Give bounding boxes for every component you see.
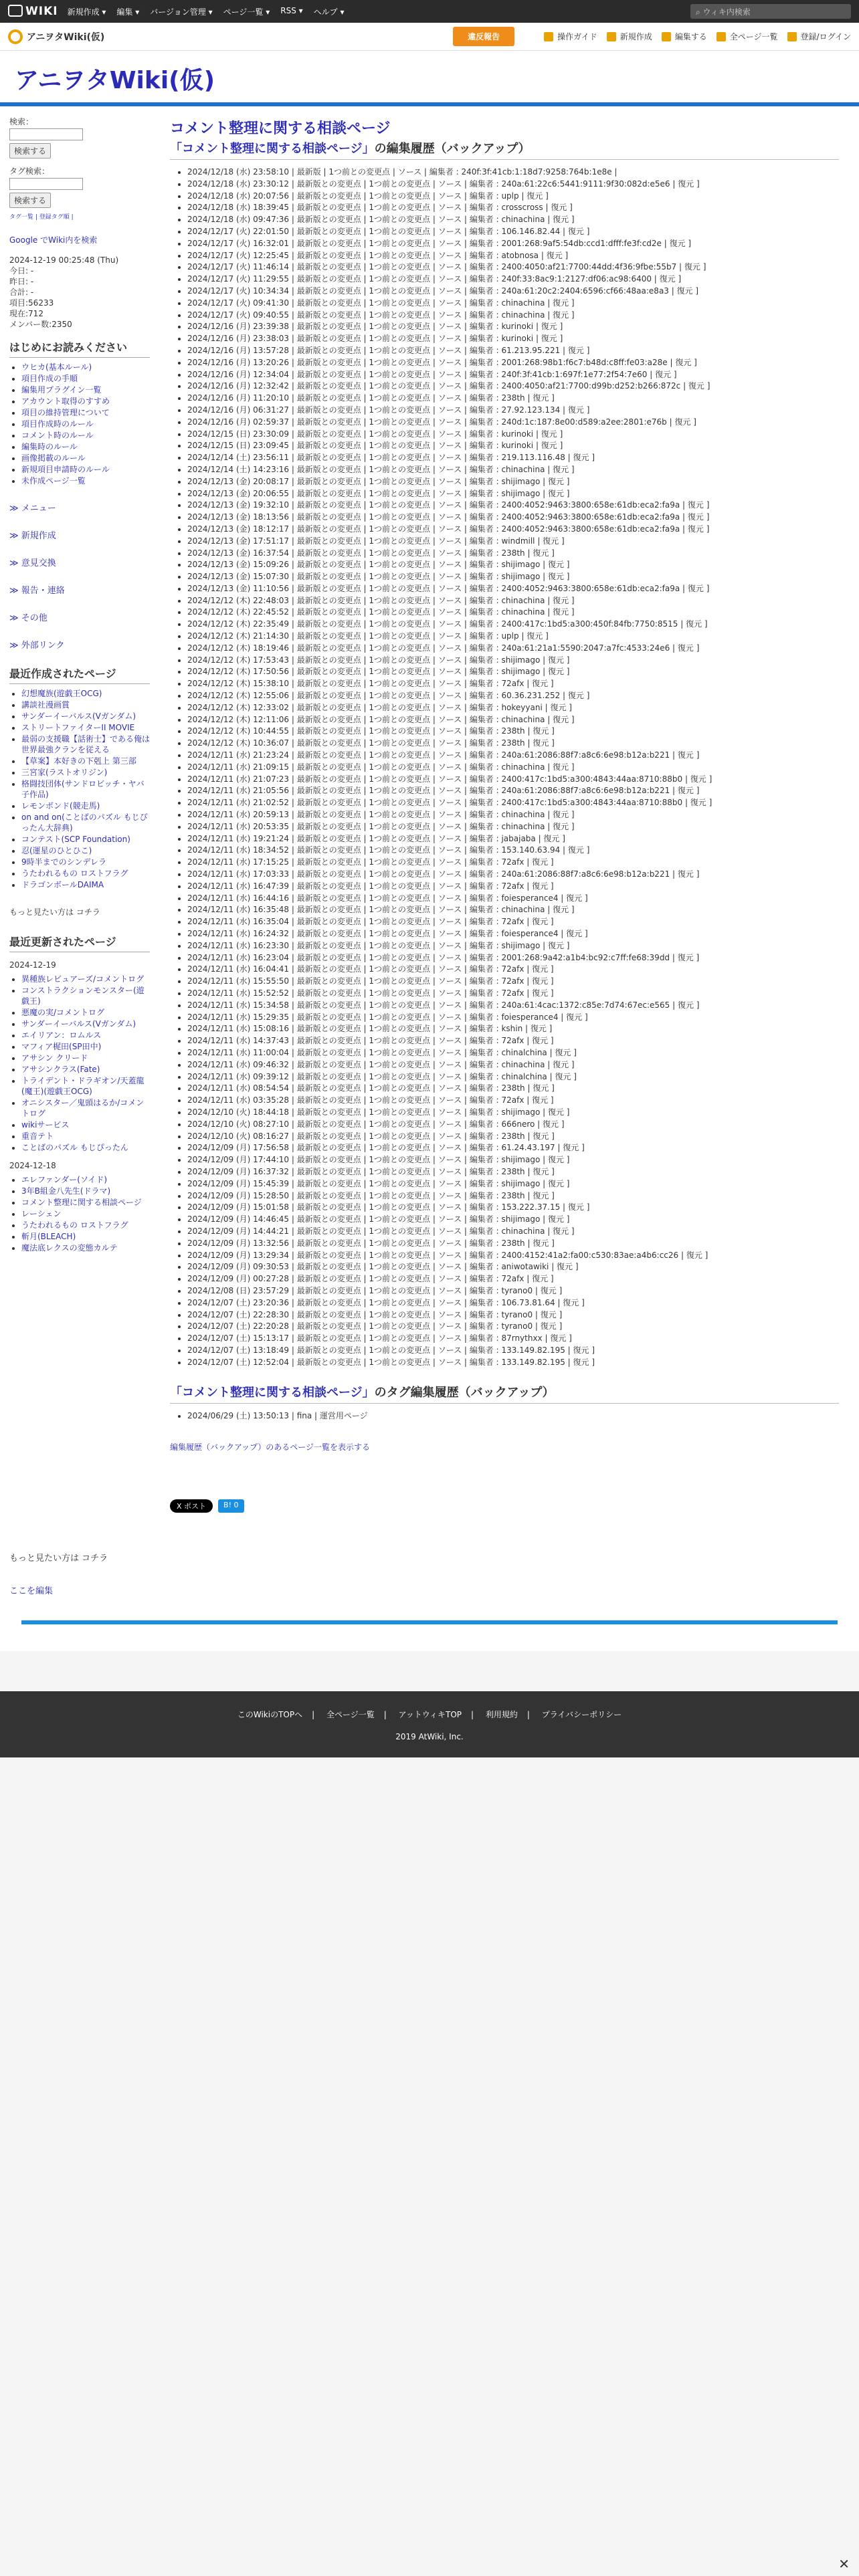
document-icon — [717, 32, 726, 41]
wiki-brand[interactable] — [8, 29, 104, 44]
list-item — [21, 1075, 150, 1097]
sidebar-search-input[interactable] — [9, 128, 83, 140]
history-row[interactable]: • 2024/12/11 (水) 19:21:24 | 最新版との変更点 | 1つ前との変更点 | ソース | 編集者 : jabajaba | 復元 ] — [187, 833, 839, 845]
history-row[interactable]: • 2024/12/13 (金) 19:32:10 | 最新版との変更点 | 1つ前との変更点 | ソース | 編集者 : 2400:4052:9463:3800:658e:61db:eca2:fa9a | 復元 ] — [187, 500, 839, 512]
list-item — [21, 1131, 150, 1142]
section-opinion[interactable]: ≫ 意見交換 — [9, 558, 56, 568]
history-row[interactable]: • 2024/12/09 (月) 00:27:28 | 最新版との変更点 | 1つ前との変更点 | ソース | 編集者 : 72afx | 復元 ] — [187, 1273, 839, 1285]
history-row[interactable]: • 2024/12/12 (木) 17:53:43 | 最新版との変更点 | 1つ前との変更点 | ソース | 編集者 : shijimago | 復元 ] — [187, 655, 839, 667]
intro-link[interactable]: 新規項目申請時のルール — [21, 465, 110, 474]
history-row[interactable]: • 2024/12/13 (金) 15:09:26 | 最新版との変更点 | 1つ前との変更点 | ソース | 編集者 : shijimago | 復元 ] — [187, 559, 839, 571]
list-item — [21, 1041, 150, 1052]
google-search-link[interactable]: Google でWiki内を検索 — [9, 235, 98, 245]
history-row[interactable]: • 2024/12/13 (金) 20:08:17 | 最新版との変更点 | 1つ前との変更点 | ソース | 編集者 : shijimago | 復元 ] — [187, 476, 839, 488]
page-link[interactable]: wikiサービス — [21, 1120, 70, 1130]
history-row[interactable]: • 2024/12/17 (火) 11:46:14 | 最新版との変更点 | 1つ前との変更点 | ソース | 編集者 : 2400:4050:af21:7700:44dd:4f36:9fbe:55b7 | 復元 ] — [187, 261, 839, 274]
page-link[interactable]: レモンボンド(競走馬) — [21, 801, 100, 811]
list-item — [21, 1119, 150, 1130]
page-link[interactable]: コメント整理に関する相談ページ — [21, 1198, 142, 1207]
history-row[interactable]: • 2024/12/12 (木) 22:45:52 | 最新版との変更点 | 1つ前との変更点 | ソース | 編集者 : chinachina | 復元 ] — [187, 607, 839, 619]
history-row[interactable]: • 2024/12/11 (水) 16:47:39 | 最新版との変更点 | 1つ前との変更点 | ソース | 編集者 : 72afx | 復元 ] — [187, 881, 839, 893]
history-row[interactable]: • 2024/12/17 (火) 16:32:01 | 最新版との変更点 | 1つ前との変更点 | ソース | 編集者 : 2001:268:9af5:54db:ccd1:dfff:fe3f:cd2e | 復元 ] — [187, 238, 839, 250]
history-row[interactable]: • 2024/12/11 (水) 16:23:04 | 最新版との変更点 | 1つ前との変更点 | ソース | 編集者 : 2001:268:9a42:a1b4:bc92:c7ff:fe68:39dd | 復元 ] — [187, 952, 839, 964]
history-row[interactable]: • 2024/12/10 (火) 08:16:27 | 最新版との変更点 | 1つ前との変更点 | ソース | 編集者 : 238th | 復元 ] — [187, 1131, 839, 1143]
history-row[interactable]: • 2024/12/07 (土) 15:13:17 | 最新版との変更点 | 1つ前との変更点 | ソース | 編集者 : 87rnythxx | 復元 ] — [187, 1333, 839, 1345]
tag-history-heading — [170, 1383, 839, 1404]
intro-link[interactable]: 未作成ページ一覧 — [21, 476, 86, 486]
history-row[interactable]: • 2024/12/11 (水) 15:08:16 | 最新版との変更点 | 1つ前との変更点 | ソース | 編集者 : kshin | 復元 ] — [187, 1023, 839, 1035]
main-wrap — [0, 106, 859, 1529]
menu-rss[interactable]: RSS ▾ — [280, 5, 303, 15]
history-row[interactable]: • 2024/12/10 (火) 08:27:10 | 最新版との変更点 | 1つ前との変更点 | ソース | 編集者 : 666nero | 復元 ] — [187, 1119, 839, 1131]
history-row[interactable]: • 2024/12/08 (日) 23:57:29 | 最新版との変更点 | 1つ前との変更点 | ソース | 編集者 : tyrano0 | 復元 ] — [187, 1285, 839, 1297]
search-placeholder: ウィキ内検索 — [702, 7, 751, 17]
hatena-bookmark-button[interactable]: B! 0 — [218, 1499, 244, 1513]
list-item — [21, 1208, 150, 1219]
page-link[interactable]: エレファンダー(ソイド) — [21, 1175, 108, 1184]
plus-icon — [607, 32, 616, 41]
page-link[interactable]: 最弱の支援職【話術士】である俺は世界最強クランを従える — [21, 734, 151, 754]
history-row[interactable]: • 2024/12/11 (水) 20:59:13 | 最新版との変更点 | 1つ前との変更点 | ソース | 編集者 : chinachina | 復元 ] — [187, 809, 839, 821]
history-row[interactable]: • 2024/12/11 (水) 21:23:24 | 最新版との変更点 | 1つ前との変更点 | ソース | 編集者 : 240a:61:2086:88f7:a8c6:6e98:b12a:b221 | 復元 ] — [187, 750, 839, 762]
history-row[interactable]: • 2024/12/12 (木) 10:44:55 | 最新版との変更点 | 1つ前との変更点 | ソース | 編集者 : 238th | 復元 ] — [187, 726, 839, 738]
footer-link-terms[interactable]: 利用規約 — [485, 1710, 518, 1720]
list-item — [21, 407, 150, 418]
stat-members: メンバー数:2350 — [9, 320, 72, 329]
updated-list-1 — [9, 974, 150, 1153]
tag-label: タグ検索： — [9, 167, 50, 176]
intro-link[interactable]: 項目作成の手順 — [21, 374, 78, 383]
history-row[interactable]: • 2024/12/12 (木) 10:36:07 | 最新版との変更点 | 1つ前との変更点 | ソース | 編集者 : 238th | 復元 ] — [187, 738, 839, 750]
recent-updated-heading: 最近更新されたページ — [9, 934, 150, 952]
updated-list-2 — [9, 1174, 150, 1253]
global-topbar — [0, 0, 859, 23]
site-title-link[interactable]: アニヲタWiki(仮) — [15, 67, 215, 94]
history-row[interactable]: • 2024/12/15 (日) 23:30:09 | 最新版との変更点 | 1つ前との変更点 | ソース | 編集者 : kurinoki | 復元 ] — [187, 429, 839, 441]
page-link[interactable]: 忍(運星のひとひこ) — [21, 846, 92, 855]
history-row[interactable]: • 2024/12/07 (土) 12:52:04 | 最新版との変更点 | 1つ前との変更点 | ソース | 編集者 : 133.149.82.195 | 復元 ] — [187, 1357, 839, 1369]
share-bar — [170, 1499, 839, 1513]
history-row[interactable]: • 2024/12/17 (火) 10:34:34 | 最新版との変更点 | 1つ前との変更点 | ソース | 編集者 : 240a:61:20c2:2404:6596:cf66:48aa:e8a3 | 復元 ] — [187, 286, 839, 298]
list-item — [21, 441, 150, 452]
menu-pages[interactable]: ページ一覧 ▾ — [223, 7, 270, 17]
history-row[interactable]: • 2024/12/09 (月) 14:44:21 | 最新版との変更点 | 1つ前との変更点 | ソース | 編集者 : chinachina | 復元 ] — [187, 1226, 839, 1238]
page-link[interactable]: 悪魔の実/コメントログ — [21, 1008, 105, 1017]
sidebar — [9, 106, 150, 1529]
intro-list — [9, 362, 150, 486]
list-item — [21, 722, 150, 733]
history-row[interactable]: • 2024/12/12 (木) 18:19:46 | 最新版との変更点 | 1つ前との変更点 | ソース | 編集者 : 240a:61:21a1:5590:2047:a7fc:4533:24e6 | 復元 ] — [187, 643, 839, 655]
date-header: 2024-12-19 — [9, 960, 56, 970]
history-row[interactable]: • 2024/12/11 (水) 09:46:32 | 最新版との変更点 | 1つ前との変更点 | ソース | 編集者 : chinachina | 復元 ] — [187, 1059, 839, 1071]
page-link[interactable]: 三宮家(ラストオリジン) — [21, 768, 108, 777]
list-item — [21, 800, 150, 811]
history-row[interactable]: • 2024/12/11 (水) 21:09:15 | 最新版との変更点 | 1つ前との変更点 | ソース | 編集者 : chinachina | 復元 ] — [187, 762, 839, 774]
history-row[interactable]: • 2024/12/12 (木) 15:38:10 | 最新版との変更点 | 1つ前との変更点 | ソース | 編集者 : 72afx | 復元 ] — [187, 678, 839, 690]
page-link[interactable]: アサシンクラス(Fate) — [21, 1065, 100, 1074]
history-heading-link[interactable]: 「コメント整理に関する相談ページ」 — [170, 142, 375, 156]
logo-text: WIKI — [25, 5, 58, 18]
recent-created-heading: 最近作成されたページ — [9, 665, 150, 684]
list-item — [21, 868, 150, 879]
history-row[interactable]: • 2024/12/09 (月) 17:44:10 | 最新版との変更点 | 1つ前との変更点 | ソース | 編集者 : shijimago | 復元 ] — [187, 1154, 839, 1166]
wiki-logo-icon — [8, 29, 23, 44]
section-other[interactable]: ≫ その他 — [9, 613, 47, 623]
history-row[interactable]: • 2024/12/13 (金) 20:06:55 | 最新版との変更点 | 1つ前との変更点 | ソース | 編集者 : shijimago | 復元 ] — [187, 488, 839, 500]
history-row[interactable]: • 2024/12/13 (金) 16:37:54 | 最新版との変更点 | 1つ前との変更点 | ソース | 編集者 : 238th | 復元 ] — [187, 548, 839, 560]
list-item — [21, 453, 150, 463]
page-link[interactable]: 異種族レビュアーズ/コメントログ — [21, 974, 145, 984]
list-item — [21, 1220, 150, 1230]
page-link[interactable]: 格闘技団体(サンドロビッチ・ヤバ子作品) — [21, 779, 145, 799]
footer-link-privacy[interactable]: プライバシーポリシー — [541, 1710, 622, 1720]
menu-new[interactable]: 新規作成 ▾ — [67, 7, 106, 17]
edit-here-link[interactable]: ここを編集 — [9, 1586, 54, 1597]
footer: このWikiのTOPへ | 全ページ一覧 | アットウィキTOP | 利用規約 | プライバシーポリシー 2019 AtWiki, Inc. — [0, 1691, 859, 1757]
menu-edit[interactable]: 編集 ▾ — [116, 7, 140, 17]
login-label: 登録/ログイン — [800, 32, 851, 41]
intro-link[interactable]: ウヒカ(基本ルール) — [21, 362, 92, 372]
history-row[interactable]: • 2024/12/18 (水) 09:47:36 | 最新版との変更点 | 1つ前との変更点 | ソース | 編集者 : chinachina | 復元 ] — [187, 214, 839, 226]
tag-list-link[interactable]: タグ一覧 | 登録タグ順 | — [9, 214, 74, 221]
list-item — [21, 1064, 150, 1075]
page-link[interactable]: 3年B組金八先生(ドラマ) — [21, 1186, 111, 1196]
recent-created-list — [9, 688, 150, 890]
intro-link[interactable]: コメント時のルール — [21, 431, 94, 440]
list-item — [21, 812, 150, 833]
login-link[interactable] — [787, 31, 851, 42]
history-row[interactable]: • 2024/12/13 (金) 18:12:17 | 最新版との変更点 | 1つ前との変更点 | ソース | 編集者 : 2400:4052:9463:3800:658e:61db:eca2:fa9a | 復元 ] — [187, 524, 839, 536]
guide-icon — [544, 32, 553, 41]
history-row[interactable]: • 2024/12/07 (土) 23:20:36 | 最新版との変更点 | 1つ前との変更点 | ソース | 編集者 : 106.73.81.64 | 復元 ] — [187, 1297, 839, 1309]
create-label: 新規作成 — [619, 32, 652, 41]
wiki-name: アニヲタWiki(仮) — [27, 31, 105, 43]
history-row[interactable]: • 2024/12/09 (月) 09:30:53 | 最新版との変更点 | 1つ前との変更点 | ソース | 編集者 : aniwotawiki | 復元 ] — [187, 1261, 839, 1273]
history-row[interactable]: • 2024/12/11 (水) 15:52:52 | 最新版との変更点 | 1つ前との変更点 | ソース | 編集者 : 72afx | 復元 ] — [187, 988, 839, 1000]
history-row[interactable]: • 2024/12/17 (火) 09:41:30 | 最新版との変更点 | 1つ前との変更点 | ソース | 編集者 : chinachina | 復元 ] — [187, 298, 839, 310]
stat-items: 項目:56233 — [9, 298, 54, 308]
history-row[interactable]: • 2024/12/09 (月) 13:29:34 | 最新版との変更点 | 1つ前との変更点 | ソース | 編集者 : 2400:4152:41a2:fa00:c530:83ae:a4b6:cc26 | 復元 ] — [187, 1250, 839, 1262]
footer-link-pages[interactable]: 全ページ一覧 — [326, 1710, 375, 1720]
list-item — [21, 688, 150, 699]
history-row[interactable]: • 2024/12/09 (月) 16:37:32 | 最新版との変更点 | 1つ前との変更点 | ソース | 編集者 : 238th | 復元 ] — [187, 1166, 839, 1178]
history-row[interactable]: • 2024/12/11 (水) 17:15:25 | 最新版との変更点 | 1つ前との変更点 | ソース | 編集者 : 72afx | 復元 ] — [187, 857, 839, 869]
menu-version[interactable]: バージョン管理 ▾ — [150, 7, 213, 17]
history-row[interactable]: • 2024/12/11 (水) 16:23:30 | 最新版との変更点 | 1つ前との変更点 | ソース | 編集者 : shijimago | 復元 ] — [187, 940, 839, 952]
history-row[interactable]: • 2024/12/17 (火) 11:29:55 | 最新版との変更点 | 1つ前との変更点 | ソース | 編集者 : 240f:33:8ac9:1:2127:df06:ac98:6400 | 復元 ] — [187, 274, 839, 286]
history-row[interactable]: • 2024/12/09 (月) 13:32:56 | 最新版との変更点 | 1つ前との変更点 | ソース | 編集者 : 238th | 復元 ] — [187, 1238, 839, 1250]
page-link[interactable]: うたわれるもの ロストフラグ — [21, 1220, 128, 1230]
history-row[interactable]: • 2024/12/13 (金) 11:10:56 | 最新版との変更点 | 1つ前との変更点 | ソース | 編集者 : 2400:4052:9463:3800:658e:61db:eca2:fa9a | 復元 ] — [187, 583, 839, 595]
list-item — [21, 734, 150, 755]
section-menu[interactable]: ≫ メニュー — [9, 504, 56, 514]
history-row[interactable]: • 2024/12/13 (金) 17:51:17 | 最新版との変更点 | 1つ前との変更点 | ソース | 編集者 : windmill | 復元 ] — [187, 536, 839, 548]
intro-link[interactable]: 項目の維持管理について — [21, 408, 110, 417]
list-item — [21, 985, 150, 1006]
stat-yesterday: 昨日: - — [9, 277, 34, 286]
intro-heading: はじめにお読みください — [9, 339, 150, 358]
users-icon — [787, 32, 797, 41]
list-item — [21, 1186, 150, 1196]
intro-link[interactable]: 編集時のルール — [21, 442, 78, 451]
intro-link[interactable]: 画像掲載のルール — [21, 453, 86, 463]
history-row[interactable]: • 2024/12/09 (月) 15:45:39 | 最新版との変更点 | 1つ前との変更点 | ソース | 編集者 : shijimago | 復元 ] — [187, 1178, 839, 1190]
history-row[interactable]: • 2024/12/16 (月) 02:59:37 | 最新版との変更点 | 1つ前との変更点 | ソース | 編集者 : 240d:1c:187:8e00:d589:a2ee:2801:e76b | 復元 ] — [187, 417, 839, 429]
page-link[interactable]: 講談社漫画賞 — [21, 700, 70, 710]
history-row[interactable]: • 2024/12/12 (木) 12:55:06 | 最新版との変更点 | 1つ前との変更点 | ソース | 編集者 : 60.36.231.252 | 復元 ] — [187, 690, 839, 702]
intro-link[interactable]: アカウント取得のすすめ — [21, 397, 110, 406]
list-item — [21, 845, 150, 856]
list-item — [21, 767, 150, 778]
search-label: 検索： — [9, 117, 34, 126]
history-row[interactable]: • 2024/12/16 (月) 23:38:03 | 最新版との変更点 | 1つ前との変更点 | ソース | 編集者 : kurinoki | 復元 ] — [187, 333, 839, 345]
history-row[interactable]: • 2024/12/11 (水) 18:34:52 | 最新版との変更点 | 1つ前との変更点 | ソース | 編集者 : 153.140.63.94 | 復元 ] — [187, 845, 839, 857]
report-button[interactable]: 違反報告 — [453, 27, 514, 46]
history-row[interactable]: • 2024/12/11 (水) 11:00:04 | 最新版との変更点 | 1つ前との変更点 | ソース | 編集者 : chinalchina | 復元 ] — [187, 1047, 839, 1059]
list-item — [21, 475, 150, 486]
history-row[interactable]: • 2024/12/11 (水) 16:35:04 | 最新版との変更点 | 1つ前との変更点 | ソース | 編集者 : 72afx | 復元 ] — [187, 916, 839, 928]
list-item — [21, 778, 150, 800]
page-link[interactable]: ことばのパズル もじぴったん — [21, 1143, 128, 1152]
history-row[interactable]: • 2024/12/11 (水) 15:55:50 | 最新版との変更点 | 1つ前との変更点 | ソース | 編集者 : 72afx | 復元 ] — [187, 976, 839, 988]
all-pages-link[interactable] — [717, 31, 778, 42]
history-row[interactable]: • 2024/12/07 (土) 22:28:30 | 最新版との変更点 | 1つ前との変更点 | ソース | 編集者 : tyrano0 | 復元 ] — [187, 1309, 839, 1321]
page-link[interactable]: うたわれるもの ロストフラグ — [21, 869, 128, 878]
history-row[interactable]: • 2024/12/17 (火) 12:25:45 | 最新版との変更点 | 1つ前との変更点 | ソース | 編集者 : atobnosa | 復元 ] — [187, 250, 839, 262]
history-row[interactable]: • 2024/12/09 (月) 14:46:45 | 最新版との変更点 | 1つ前との変更点 | ソース | 編集者 : shijimago | 復元 ] — [187, 1214, 839, 1226]
history-row[interactable]: • 2024/12/12 (木) 21:14:30 | 最新版との変更点 | 1つ前との変更点 | ソース | 編集者 : uplp | 復元 ] — [187, 631, 839, 643]
page-link[interactable]: ストリートファイターII MOVIE — [21, 723, 135, 732]
page-link[interactable]: レーシェン — [21, 1209, 62, 1218]
history-row[interactable]: • 2024/12/11 (水) 15:29:35 | 最新版との変更点 | 1つ前との変更点 | ソース | 編集者 : foiesperance4 | 復元 ] — [187, 1012, 839, 1024]
history-row[interactable]: • 2024/12/07 (土) 22:20:28 | 最新版との変更点 | 1つ前との変更点 | ソース | 編集者 : tyrano0 | 復元 ] — [187, 1321, 839, 1333]
history-row[interactable]: • 2024/12/11 (水) 21:02:52 | 最新版との変更点 | 1つ前との変更点 | ソース | 編集者 : 2400:417c:1bd5:a300:4843:44aa:8710:88b0 | 復元 ] — [187, 797, 839, 809]
tag-history-list — [170, 1410, 839, 1422]
list-item — [21, 385, 150, 395]
history-row[interactable]: • 2024/12/12 (木) 12:11:06 | 最新版との変更点 | 1つ前との変更点 | ソース | 編集者 : chinachina | 復元 ] — [187, 714, 839, 726]
history-row[interactable]: • 2024/12/14 (土) 23:56:11 | 最新版との変更点 | 1つ前との変更点 | ソース | 編集者 : 219.113.116.48 | 復元 ] — [187, 452, 839, 464]
history-row[interactable]: • 2024/12/11 (水) 21:07:23 | 最新版との変更点 | 1つ前との変更点 | ソース | 編集者 : 2400:417c:1bd5:a300:4843:44aa:8710:88b0 | 復元 ] — [187, 774, 839, 786]
list-item — [21, 974, 150, 984]
history-row[interactable]: • 2024/12/09 (月) 15:01:58 | 最新版との変更点 | 1つ前との変更点 | ソース | 編集者 : 153.222.37.15 | 復元 ] — [187, 1202, 839, 1214]
list-item — [21, 711, 150, 722]
history-row[interactable]: • 2024/12/11 (水) 20:53:35 | 最新版との変更点 | 1つ前との変更点 | ソース | 編集者 : chinachina | 復元 ] — [187, 821, 839, 833]
pencil-icon — [662, 32, 671, 41]
page-link[interactable]: on and on(ことばのパズル もじぴったん大辞典) — [21, 813, 148, 833]
guide-link[interactable] — [544, 31, 597, 42]
history-heading — [170, 139, 839, 160]
page-link[interactable]: 【草案】本好きの下剋上 第三部 — [21, 756, 136, 766]
section-report[interactable]: ≫ 報告・連絡 — [9, 586, 65, 596]
tag-search-button[interactable]: 検索する — [9, 193, 51, 208]
stat-total: 合計: - — [9, 288, 34, 297]
page-link[interactable]: 斬月(BLEACH) — [21, 1232, 76, 1241]
main-content — [150, 106, 850, 1529]
history-row[interactable]: • 2024/12/12 (木) 12:33:02 | 最新版との変更点 | 1つ前との変更点 | ソース | 編集者 : hokeyyani | 復元 ] — [187, 702, 839, 714]
list-item — [21, 1018, 150, 1029]
history-row[interactable]: • 2024/12/11 (水) 09:39:12 | 最新版との変更点 | 1つ前との変更点 | ソース | 編集者 : chinalchina | 復元 ] — [187, 1071, 839, 1083]
page-link[interactable]: 9時半までのシンデレラ — [21, 857, 107, 867]
stat-today: 今日: - — [9, 266, 34, 276]
history-row[interactable]: • 2024/12/16 (月) 13:20:26 | 最新版との変更点 | 1つ前との変更点 | ソース | 編集者 : 2001:268:98b1:f6c7:b48d:c8ff:fe03:a28e | 復元 ] — [187, 357, 839, 369]
history-row[interactable]: • 2024/12/16 (月) 12:34:04 | 最新版との変更点 | 1つ前との変更点 | ソース | 編集者 : 240f:3f:41cb:1:697f:1e77:2f54:7e60 | 復元 ] — [187, 369, 839, 381]
list-item — [21, 834, 150, 845]
backup-list-link[interactable]: 編集履歴（バックアップ）のあるページ一覧を表示する — [170, 1442, 371, 1453]
edit-label: 編集する — [674, 32, 707, 41]
page-link[interactable]: オニシスター／鬼頭はるか/コメントログ — [21, 1098, 145, 1118]
list-item — [21, 1197, 150, 1208]
more-created[interactable]: もっと見たい方は コチラ — [9, 907, 100, 917]
list-item — [21, 1174, 150, 1185]
history-row[interactable]: • 2024/12/11 (水) 16:24:32 | 最新版との変更点 | 1つ前との変更点 | ソース | 編集者 : foiesperance4 | 復元 ] — [187, 928, 839, 940]
more-link[interactable]: もっと見たい方は コチラ — [9, 1553, 108, 1564]
history-row[interactable]: • 2024/12/14 (土) 14:23:16 | 最新版との変更点 | 1つ前との変更点 | ソース | 編集者 : chinachina | 復元 ] — [187, 464, 839, 476]
copyright: 2019 AtWiki, Inc. — [395, 1732, 464, 1742]
page-title[interactable]: コメント整理に関する相談ページ — [170, 120, 391, 137]
history-row[interactable]: • 2024/12/16 (月) 06:31:27 | 最新版との変更点 | 1つ前との変更点 | ソース | 編集者 : 27.92.123.134 | 復元 ] — [187, 405, 839, 417]
page-link[interactable]: マフィア梶田(SP田中) — [21, 1042, 102, 1051]
history-row[interactable]: • 2024/12/12 (木) 22:35:49 | 最新版との変更点 | 1つ前との変更点 | ソース | 編集者 : 2400:417c:1bd5:a300:450f:84fb:7750:8515 | 復元 ] — [187, 619, 839, 631]
intro-link[interactable]: 項目作成時のルール — [21, 419, 94, 429]
list-item — [21, 396, 150, 407]
history-row[interactable]: • 2024/12/09 (月) 17:56:58 | 最新版との変更点 | 1つ前との変更点 | ソース | 編集者 : 61.24.43.197 | 復元 ] — [187, 1142, 839, 1154]
history-row[interactable]: • 2024/12/16 (月) 23:39:38 | 最新版との変更点 | 1つ前との変更点 | ソース | 編集者 : kurinoki | 復元 ] — [187, 321, 839, 333]
list-item — [21, 879, 150, 890]
section-new[interactable]: ≫ 新規作成 — [9, 531, 56, 541]
history-row[interactable]: • 2024/12/17 (火) 09:40:55 | 最新版との変更点 | 1つ前との変更点 | ソース | 編集者 : chinachina | 復元 ] — [187, 310, 839, 322]
list-item — [21, 1030, 150, 1041]
history-row[interactable]: • 2024/12/11 (水) 16:44:16 | 最新版との変更点 | 1つ前との変更点 | ソース | 編集者 : foiesperance4 | 復元 ] — [187, 893, 839, 905]
history-row[interactable]: • 2024/12/18 (水) 20:07:56 | 最新版との変更点 | 1つ前との変更点 | ソース | 編集者 : uplp | 復元 ] — [187, 191, 839, 203]
page-link[interactable]: サンダーイーバルス(Vガンダム) — [21, 712, 136, 721]
history-row[interactable]: • 2024/12/18 (水) 18:39:45 | 最新版との変更点 | 1つ前との変更点 | ソース | 編集者 : crosscross | 復元 ] — [187, 202, 839, 214]
history-row[interactable]: • 2024/12/10 (火) 18:44:18 | 最新版との変更点 | 1つ前との変更点 | ソース | 編集者 : shijimago | 復元 ] — [187, 1107, 839, 1119]
history-row[interactable]: • 2024/12/09 (月) 15:28:50 | 最新版との変更点 | 1つ前との変更点 | ソース | 編集者 : 238th | 復元 ] — [187, 1190, 839, 1202]
history-row[interactable]: • 2024/12/11 (水) 14:37:43 | 最新版との変更点 | 1つ前との変更点 | ソース | 編集者 : 72afx | 復元 ] — [187, 1035, 839, 1047]
history-row[interactable]: • 2024/12/13 (金) 15:07:30 | 最新版との変更点 | 1つ前との変更点 | ソース | 編集者 : shijimago | 復元 ] — [187, 571, 839, 583]
list-item — [21, 857, 150, 867]
list-item — [21, 756, 150, 766]
history-row[interactable]: • 2024/12/12 (木) 17:50:56 | 最新版との変更点 | 1つ前との変更点 | ソース | 編集者 : shijimago | 復元 ] — [187, 666, 839, 678]
history-row[interactable]: • 2024/12/12 (木) 22:48:03 | 最新版との変更点 | 1つ前との変更点 | ソース | 編集者 : chinachina | 復元 ] — [187, 595, 839, 607]
history-row[interactable]: • 2024/12/11 (水) 16:35:48 | 最新版との変更点 | 1つ前との変更点 | ソース | 編集者 : chinachina | 復元 ] — [187, 904, 839, 916]
list-item: • 2024/06/29 (土) 13:50:13 | fina | 運営用ページ — [187, 1410, 839, 1422]
history-row[interactable]: • 2024/12/18 (水) 23:30:12 | 最新版との変更点 | 1つ前との変更点 | ソース | 編集者 : 240a:61:22c6:5441:9111:9f30:082d:e5e6 | 復元 ] — [187, 179, 839, 191]
page-link[interactable]: コンテスト(SCP Foundation) — [21, 835, 130, 844]
page-link[interactable]: アサシン クリード — [21, 1053, 88, 1063]
create-link[interactable] — [607, 31, 652, 42]
tag-heading-link[interactable]: 「コメント整理に関する相談ページ」 — [170, 1386, 375, 1400]
intro-link[interactable]: 編集用プラグイン一覧 — [21, 385, 102, 395]
stat-current: 現在:712 — [9, 309, 43, 318]
history-row[interactable]: • 2024/12/15 (日) 23:09:45 | 最新版との変更点 | 1つ前との変更点 | ソース | 編集者 : kurinoki | 復元 ] — [187, 440, 839, 452]
list-item — [21, 362, 150, 372]
history-row[interactable]: • 2024/12/13 (金) 18:13:56 | 最新版との変更点 | 1つ前との変更点 | ソース | 編集者 : 2400:4052:9463:3800:658e:61db:eca2:fa9a | 復元 ] — [187, 512, 839, 524]
list-item — [21, 1097, 150, 1119]
sidebar-search-button[interactable]: 検索する — [9, 143, 51, 158]
x-post-button[interactable]: X ポスト — [170, 1499, 213, 1513]
history-row[interactable]: • 2024/12/16 (月) 12:32:42 | 最新版との変更点 | 1つ前との変更点 | ソース | 編集者 : 2400:4050:af21:7700:d99b:d252:b266:872c | 復元 ] — [187, 381, 839, 393]
list-item — [21, 1243, 150, 1253]
edit-link[interactable] — [662, 31, 707, 42]
page-link[interactable]: エイリアン：ロムルス — [21, 1031, 102, 1040]
logo-icon — [8, 5, 23, 17]
list-item — [21, 419, 150, 429]
date-header: 2024-12-18 — [9, 1161, 56, 1170]
tag-search-input[interactable] — [9, 178, 83, 190]
page-link[interactable]: トライデント・ドラギオン/天蓋龍(魔王)(遊戯王OCG) — [21, 1076, 145, 1096]
below-section — [0, 1529, 859, 1651]
all-pages-label: 全ページ一覧 — [729, 32, 778, 41]
close-icon[interactable]: ✕ — [838, 2556, 850, 2572]
list-item — [21, 700, 150, 710]
history-row[interactable]: • 2024/12/11 (水) 08:54:54 | 最新版との変更点 | 1つ前との変更点 | ソース | 編集者 : 238th | 復元 ] — [187, 1083, 839, 1095]
history-row[interactable]: • 2024/12/11 (水) 15:34:58 | 最新版との変更点 | 1つ前との変更点 | ソース | 編集者 : 240a:61:4cac:1372:c85e:7d74:67ec:e565 | 復元 ] — [187, 1000, 839, 1012]
list-item — [21, 1007, 150, 1018]
history-row[interactable]: • 2024/12/16 (月) 11:20:10 | 最新版との変更点 | 1つ前との変更点 | ソース | 編集者 : 238th | 復元 ] — [187, 393, 839, 405]
footer-link-top[interactable]: このWikiのTOPへ — [237, 1710, 303, 1720]
history-heading-suffix: の編集履歴（バックアップ） — [374, 142, 531, 156]
page-link[interactable]: 幻想魔族(遊戯王OCG) — [21, 689, 102, 698]
list-item — [21, 1142, 150, 1153]
page-link[interactable]: コンストラクションモンスター(遊戯王) — [21, 986, 145, 1006]
page-link[interactable]: ドラゴンボールDAIMA — [21, 880, 104, 889]
menu-help[interactable]: ヘルプ ▾ — [313, 7, 345, 17]
divider — [21, 1620, 838, 1624]
atwiki-logo[interactable] — [8, 5, 58, 18]
list-item — [21, 464, 150, 475]
wiki-toolbar — [0, 23, 859, 51]
history-row[interactable]: • 2024/12/16 (月) 13:57:28 | 最新版との変更点 | 1つ前との変更点 | ソース | 編集者 : 61.213.95.221 | 復元 ] — [187, 345, 839, 357]
history-row[interactable]: • 2024/12/18 (水) 23:58:10 | 最新版 | 1つ前との変更点 | ソース | 編集者 : 240f:3f:41cb:1:18d7:9258:764b:1e8e | — [187, 167, 839, 179]
history-row[interactable]: • 2024/12/11 (水) 03:35:28 | 最新版との変更点 | 1つ前との変更点 | ソース | 編集者 : 72afx | 復元 ] — [187, 1095, 839, 1107]
page-link[interactable]: 魔法底レクスの変態カルテ — [21, 1243, 118, 1253]
list-item — [21, 373, 150, 384]
history-list — [170, 167, 839, 1368]
site-header — [0, 51, 859, 106]
search-icon: ⌕ — [696, 7, 703, 17]
wiki-search-input[interactable] — [690, 4, 851, 19]
tag-heading-suffix: のタグ編集履歴（バックアップ） — [374, 1386, 555, 1400]
list-item — [21, 430, 150, 441]
list-item — [21, 1231, 150, 1242]
footer-link-atwiki[interactable]: アットウィキTOP — [398, 1710, 462, 1720]
history-row[interactable]: • 2024/12/07 (土) 13:18:49 | 最新版との変更点 | 1つ前との変更点 | ソース | 編集者 : 133.149.82.195 | 復元 ] — [187, 1345, 839, 1357]
section-external[interactable]: ≫ 外部リンク — [9, 641, 65, 651]
current-datetime: 2024-12-19 00:25:48 (Thu) — [9, 255, 119, 265]
topbar-menu — [68, 6, 345, 17]
history-row[interactable]: • 2024/12/11 (水) 17:03:33 | 最新版との変更点 | 1つ前との変更点 | ソース | 編集者 : 240a:61:2086:88f7:a8c6:6e98:b12a:b221 | 復元 ] — [187, 869, 839, 881]
list-item — [21, 1053, 150, 1063]
history-row[interactable]: • 2024/12/17 (火) 22:01:50 | 最新版との変更点 | 1つ前との変更点 | ソース | 編集者 : 106.146.82.44 | 復元 ] — [187, 226, 839, 238]
page-link[interactable]: サンダーイーバルス(Vガンダム) — [21, 1019, 136, 1029]
guide-label: 操作ガイド — [557, 32, 597, 41]
history-row[interactable]: • 2024/12/11 (水) 21:05:56 | 最新版との変更点 | 1つ前との変更点 | ソース | 編集者 : 240a:61:2086:88f7:a8c6:6e98:b12a:b221 | 復元 ] — [187, 785, 839, 797]
page-link[interactable]: 重音テト — [21, 1132, 54, 1141]
history-row[interactable]: • 2024/12/11 (水) 16:04:41 | 最新版との変更点 | 1つ前との変更点 | ソース | 編集者 : 72afx | 復元 ] — [187, 964, 839, 976]
